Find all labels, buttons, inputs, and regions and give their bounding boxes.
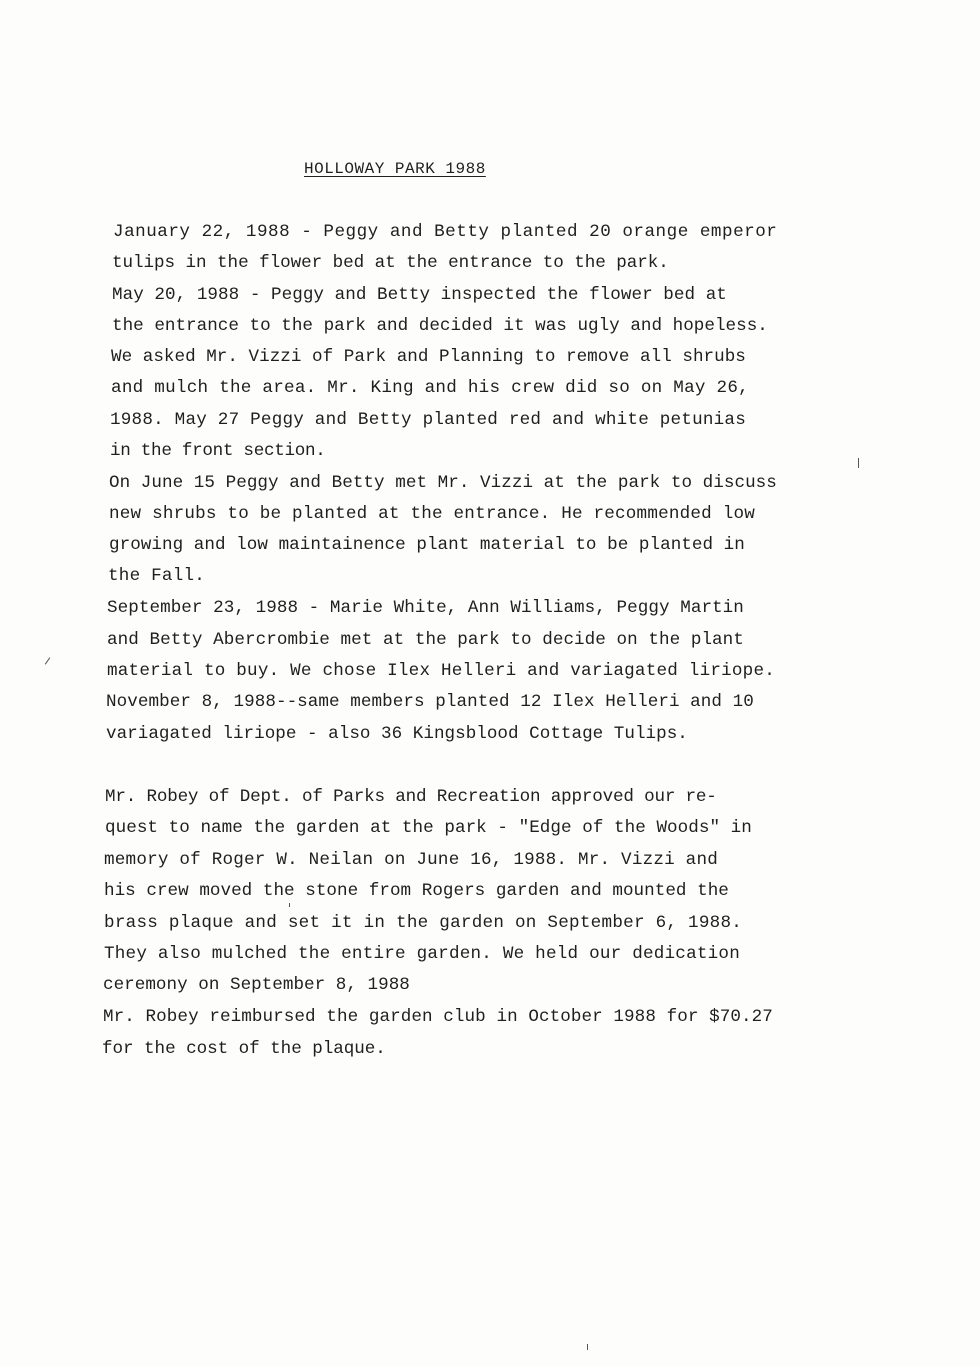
- paper-speck: [858, 458, 859, 468]
- text-line: tulips in the flower bed at the entrance to the park.: [112, 253, 669, 273]
- paper-speck: [587, 1344, 588, 1350]
- text-line: and mulch the area. Mr. King and his crew did so on May 26,: [111, 378, 749, 398]
- text-line: his crew moved the stone from Rogers garden and mounted the: [104, 881, 729, 901]
- text-line: brass plaque and set it in the garden on September 6, 1988.: [104, 913, 743, 933]
- text-line: in the front section.: [110, 441, 326, 461]
- text-line: ceremony on September 8, 1988: [103, 975, 410, 995]
- paper-speck: [289, 903, 290, 907]
- text-line: We asked Mr. Vizzi of Park and Planning to remove all shrubs: [111, 347, 746, 367]
- text-line: and Betty Abercrombie met at the park to decide on the plant: [107, 630, 744, 650]
- text-line: quest to name the garden at the park - "Edge of the Woods" in: [105, 818, 752, 838]
- text-line: May 20, 1988 - Peggy and Betty inspected the flower bed at: [112, 285, 727, 305]
- text-line: Mr. Robey reimbursed the garden club in October 1988 for $70.27: [103, 1007, 773, 1027]
- text-line: September 23, 1988 - Marie White, Ann Williams, Peggy Martin: [107, 598, 744, 618]
- text-line: 1988. May 27 Peggy and Betty planted red and white petunias: [110, 410, 746, 430]
- document-title: HOLLOWAY PARK 1988: [304, 160, 486, 178]
- text-line: January 22, 1988 - Peggy and Betty planted 20 orange emperor: [113, 222, 778, 242]
- text-line: for the cost of the plaque.: [102, 1039, 386, 1059]
- text-line: variagated liriope - also 36 Kingsblood Cottage Tulips.: [106, 724, 688, 744]
- text-line: They also mulched the entire garden. We held our dedication: [104, 944, 740, 964]
- text-line: growing and low maintainence plant material to be planted in: [109, 535, 745, 555]
- text-line: memory of Roger W. Neilan on June 16, 1988. Mr. Vizzi and: [104, 850, 718, 870]
- paper-speck: [45, 657, 50, 664]
- text-line: November 8, 1988--same members planted 12 Ilex Helleri and 10: [106, 692, 754, 712]
- text-line: On June 15 Peggy and Betty met Mr. Vizzi at the park to discuss: [109, 473, 777, 493]
- text-line: the Fall.: [108, 566, 206, 586]
- text-line: material to buy. We chose Ilex Helleri and variagated liriope.: [107, 661, 775, 681]
- text-line: Mr. Robey of Dept. of Parks and Recreation approved our re-: [105, 787, 717, 807]
- text-line: new shrubs to be planted at the entrance. He recommended low: [109, 504, 755, 524]
- text-line: the entrance to the park and decided it was ugly and hopeless.: [112, 316, 768, 336]
